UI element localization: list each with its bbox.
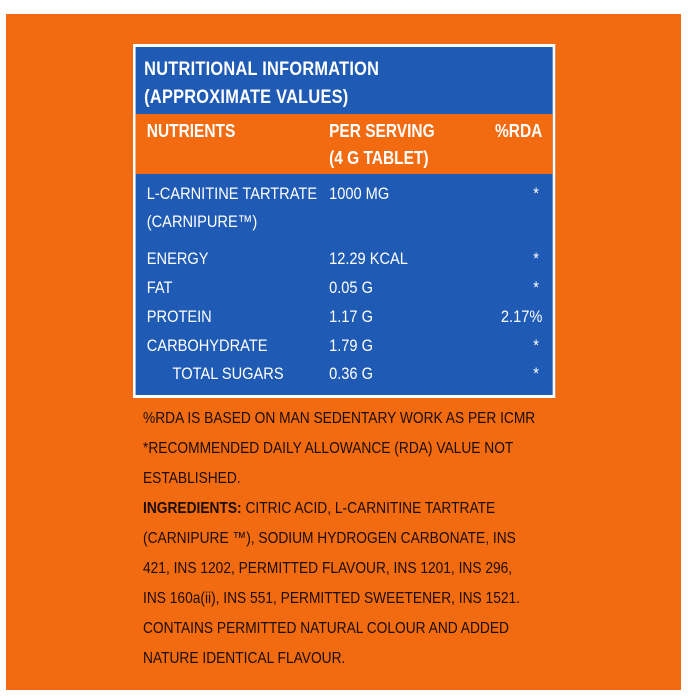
row-rda: * [533, 336, 539, 355]
row-name-sub: (CARNIPURE™) [146, 212, 258, 231]
colour-note: CONTAINS PERMITTED NATURAL COLOUR AND ADDED [143, 620, 509, 637]
ingredients-label: INGREDIENTS: [143, 500, 242, 517]
row-name: TOTAL SUGARS [172, 364, 284, 383]
row-value: 0.05 G [329, 278, 373, 297]
nutrition-table [133, 44, 555, 398]
ingredients-line [143, 494, 547, 524]
row-rda: * [533, 184, 539, 203]
ingredients-text: CITRIC ACID, L-CARNITINE TARTRATE [241, 500, 496, 517]
header-nutrients: NUTRIENTS [146, 121, 236, 141]
row-name: FAT [146, 278, 173, 297]
footnotes-block [143, 404, 547, 674]
rda-definition-note: *RECOMMENDED DAILY ALLOWANCE (RDA) VALUE NOT [143, 440, 514, 457]
row-value: 0.36 G [329, 364, 373, 383]
row-value: 1000 MG [329, 184, 390, 203]
row-name: PROTEIN [146, 307, 212, 326]
ingredients-text: INS 160a(ii), INS 551, PERMITTED SWEETENER, INS 1521. [143, 590, 520, 607]
rda-definition-note-cont: ESTABLISHED. [143, 470, 241, 487]
title-line-1: NUTRITIONAL INFORMATION [144, 59, 380, 80]
header-per-serving-sub: (4 G TABLET) [329, 148, 429, 168]
header-per-serving: PER SERVING [329, 121, 435, 141]
row-rda: * [533, 278, 539, 297]
row-value: 1.79 G [329, 336, 373, 355]
ingredients-text: (CARNIPURE ™), SODIUM HYDROGEN CARBONATE, INS [143, 530, 516, 547]
row-rda: * [533, 364, 539, 383]
row-rda: 2.17% [500, 307, 543, 326]
title-line-2: (APPROXIMATE VALUES) [144, 87, 349, 108]
row-value: 12.29 KCAL [329, 249, 408, 268]
table-title [144, 56, 379, 112]
row-rda: * [533, 249, 539, 268]
header-rda: %RDA [495, 121, 543, 141]
row-name: CARBOHYDRATE [146, 336, 268, 355]
colour-note-cont: NATURE IDENTICAL FLAVOUR. [143, 650, 346, 667]
row-name: ENERGY [146, 249, 209, 268]
row-name: L-CARNITINE TARTRATE [146, 184, 318, 203]
ingredients-text: 421, INS 1202, PERMITTED FLAVOUR, INS 1201, INS 296, [143, 560, 513, 577]
rda-note: %RDA IS BASED ON MAN SEDENTARY WORK AS PER ICMR [143, 410, 536, 427]
row-value: 1.17 G [329, 307, 373, 326]
table-header-row [136, 114, 553, 174]
